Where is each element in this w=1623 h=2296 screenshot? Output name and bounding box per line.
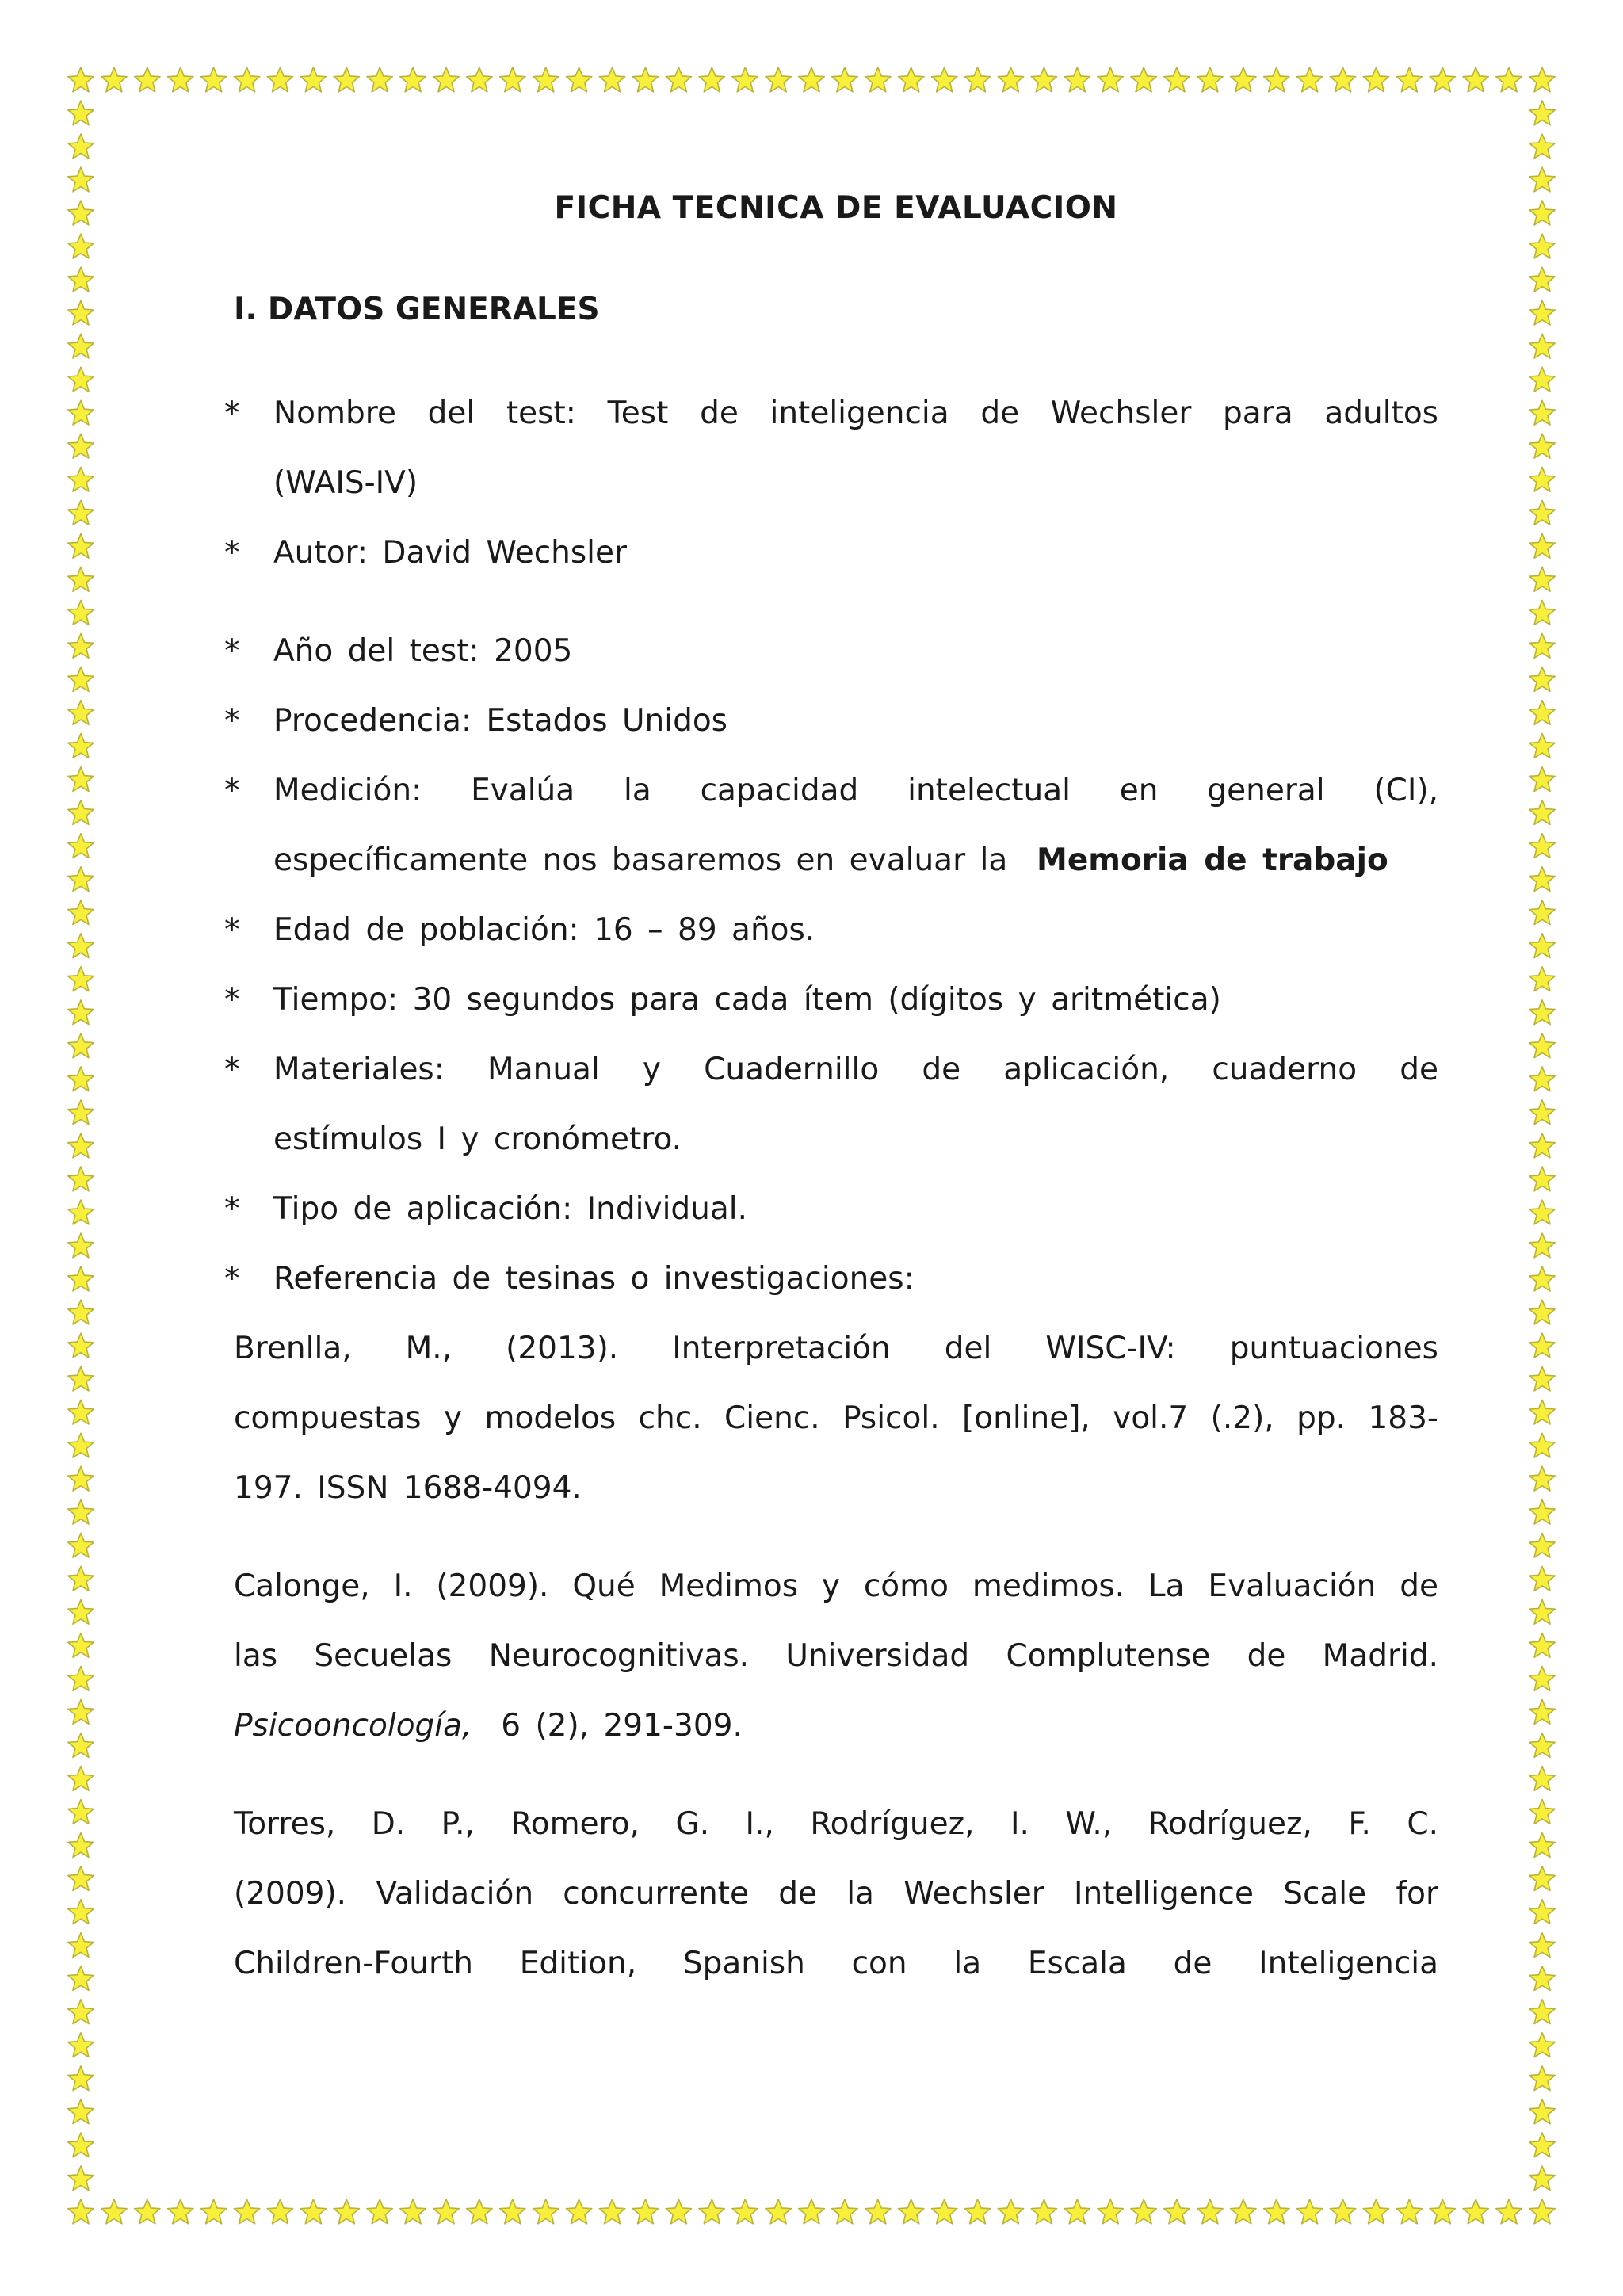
item-line: Referencia de tesinas o investigaciones: bbox=[273, 1261, 915, 1297]
star-icon bbox=[699, 2199, 724, 2224]
star-icon bbox=[1529, 1800, 1555, 1824]
star-icon bbox=[68, 1833, 94, 1858]
list-item-medicion bbox=[224, 756, 1438, 896]
star-icon bbox=[1031, 2199, 1056, 2224]
star-icon bbox=[334, 67, 359, 92]
star-icon bbox=[732, 67, 758, 92]
star-icon bbox=[1496, 2199, 1522, 2224]
star-icon bbox=[433, 2199, 459, 2224]
star-icon bbox=[68, 734, 94, 758]
star-icon bbox=[68, 101, 94, 125]
star-icon bbox=[68, 567, 94, 592]
star-icon bbox=[1529, 500, 1555, 525]
star-icon bbox=[68, 1633, 94, 1658]
star-icon bbox=[68, 2133, 94, 2157]
star-icon bbox=[1529, 67, 1555, 92]
star-icon bbox=[1396, 67, 1422, 92]
star-icon bbox=[1264, 67, 1289, 92]
star-icon bbox=[68, 1366, 94, 1391]
star-icon bbox=[1463, 2199, 1488, 2224]
star-icon bbox=[1231, 67, 1256, 92]
star-icon bbox=[1529, 1566, 1555, 1591]
star-icon bbox=[135, 2199, 160, 2224]
star-icon bbox=[865, 2199, 891, 2224]
reference-line: (2009). Validación concurrente de la Wechsler Intelligence Scale for bbox=[234, 1876, 1438, 1912]
star-icon bbox=[1529, 101, 1555, 125]
star-icon bbox=[1529, 1266, 1555, 1291]
list-item-nombre bbox=[224, 379, 1438, 518]
star-icon bbox=[932, 2199, 957, 2224]
star-icon bbox=[899, 67, 924, 92]
star-icon bbox=[1463, 67, 1488, 92]
bullet: * bbox=[224, 703, 240, 739]
bullet: * bbox=[224, 1191, 240, 1227]
star-icon bbox=[1529, 467, 1555, 491]
star-icon bbox=[68, 67, 94, 92]
star-icon bbox=[68, 1200, 94, 1224]
star-icon bbox=[1529, 2033, 1555, 2057]
star-icon bbox=[68, 934, 94, 958]
reference-line: Calonge, I. (2009). Qué Medimos y cómo medimos. La Evaluación de bbox=[234, 1568, 1438, 1604]
reference-line: 197. ISSN 1688-4094. bbox=[234, 1470, 582, 1506]
star-icon bbox=[68, 2000, 94, 2024]
star-icon bbox=[467, 67, 492, 92]
item-line: Edad de población: 16 – 89 años. bbox=[273, 912, 815, 948]
star-icon bbox=[1529, 1433, 1555, 1457]
star-icon bbox=[234, 2199, 259, 2224]
star-icon bbox=[1529, 300, 1555, 325]
list-item-autor bbox=[224, 518, 1438, 588]
star-icon bbox=[68, 167, 94, 192]
star-icon bbox=[135, 67, 160, 92]
item-line: Año del test: 2005 bbox=[273, 633, 573, 669]
bullet: * bbox=[224, 633, 240, 669]
star-icon bbox=[68, 1866, 94, 1891]
reference-line: Brenlla, M., (2013). Interpretación del WISC-IV: puntuaciones bbox=[234, 1331, 1438, 1366]
star-icon bbox=[1064, 2199, 1090, 2224]
star-icon bbox=[964, 67, 990, 92]
star-icon bbox=[1529, 533, 1555, 558]
item-line: Materiales: Manual y Cuadernillo de aplicación, cuaderno de bbox=[273, 1052, 1438, 1087]
star-icon bbox=[1529, 400, 1555, 425]
star-icon bbox=[68, 667, 94, 692]
star-icon bbox=[666, 67, 691, 92]
star-icon bbox=[1529, 2000, 1555, 2024]
star-icon bbox=[1529, 434, 1555, 458]
star-icon bbox=[1529, 1667, 1555, 1691]
star-icon bbox=[68, 767, 94, 792]
star-icon bbox=[799, 2199, 824, 2224]
star-icon bbox=[799, 67, 824, 92]
star-icon bbox=[1363, 67, 1388, 92]
star-icon bbox=[533, 2199, 559, 2224]
star-icon bbox=[1529, 1067, 1555, 1091]
star-icon bbox=[68, 2099, 94, 2124]
star-icon bbox=[68, 533, 94, 558]
item-line: (WAIS-IV) bbox=[273, 465, 418, 501]
section-heading: I. DATOS GENERALES bbox=[234, 292, 600, 327]
star-icon bbox=[1529, 1633, 1555, 1658]
star-icon bbox=[1529, 1499, 1555, 1524]
star-icon bbox=[68, 1133, 94, 1158]
star-icon bbox=[500, 67, 525, 92]
star-icon bbox=[1529, 2099, 1555, 2124]
list-item-referencia bbox=[224, 1244, 1438, 1314]
star-icon bbox=[1529, 1300, 1555, 1324]
star-icon bbox=[68, 1499, 94, 1524]
star-icon bbox=[1529, 667, 1555, 692]
star-icon bbox=[1529, 967, 1555, 991]
list-item-ano bbox=[224, 617, 1438, 686]
star-icon bbox=[68, 1700, 94, 1725]
star-icon bbox=[68, 434, 94, 458]
star-icon bbox=[300, 2199, 326, 2224]
item-line: Autor: David Wechsler bbox=[273, 535, 628, 571]
star-icon bbox=[1529, 267, 1555, 292]
star-icon bbox=[1164, 2199, 1190, 2224]
item-line: Nombre del test: Test de inteligencia de Wechsler para adultos bbox=[273, 395, 1438, 431]
star-icon bbox=[68, 201, 94, 225]
star-icon bbox=[68, 1466, 94, 1491]
star-icon bbox=[1297, 67, 1323, 92]
star-icon bbox=[1529, 1900, 1555, 1924]
star-icon bbox=[1529, 701, 1555, 725]
reference-line: las Secuelas Neurocognitivas. Universidad Complutense de Madrid. bbox=[234, 1638, 1438, 1674]
star-icon bbox=[101, 67, 127, 92]
star-icon bbox=[334, 2199, 359, 2224]
star-icon bbox=[1529, 1966, 1555, 1991]
star-icon bbox=[68, 967, 94, 991]
star-icon bbox=[68, 1767, 94, 1791]
star-icon bbox=[666, 2199, 691, 2224]
star-icon bbox=[68, 1033, 94, 1058]
star-icon bbox=[1197, 2199, 1223, 2224]
page-title: FICHA TECNICA DE EVALUACION bbox=[554, 190, 1118, 226]
star-icon bbox=[68, 1266, 94, 1291]
star-icon bbox=[68, 1667, 94, 1691]
star-icon bbox=[1098, 67, 1123, 92]
list-item-tipo bbox=[224, 1175, 1438, 1244]
star-icon bbox=[68, 1433, 94, 1457]
star-icon bbox=[998, 67, 1023, 92]
star-icon bbox=[1529, 767, 1555, 792]
star-icon bbox=[68, 500, 94, 525]
star-icon bbox=[766, 67, 791, 92]
star-icon bbox=[68, 2199, 94, 2224]
star-icon bbox=[1529, 134, 1555, 159]
star-icon bbox=[1529, 1133, 1555, 1158]
reference-torres bbox=[234, 1790, 1438, 1999]
star-icon bbox=[1197, 67, 1223, 92]
list-item-tiempo bbox=[224, 965, 1438, 1035]
star-icon bbox=[599, 2199, 624, 2224]
star-icon bbox=[68, 800, 94, 825]
star-icon bbox=[1363, 2199, 1388, 2224]
star-icon bbox=[68, 867, 94, 892]
star-icon bbox=[1529, 1333, 1555, 1358]
star-icon bbox=[68, 1400, 94, 1424]
star-icon bbox=[68, 1333, 94, 1358]
star-icon bbox=[1529, 2133, 1555, 2157]
star-icon bbox=[567, 2199, 592, 2224]
star-icon bbox=[68, 1800, 94, 1824]
star-icon bbox=[1529, 1200, 1555, 1224]
bullet: * bbox=[224, 535, 240, 571]
star-icon bbox=[1529, 1533, 1555, 1557]
star-icon bbox=[68, 300, 94, 325]
star-icon bbox=[1529, 1733, 1555, 1758]
star-icon bbox=[267, 2199, 292, 2224]
star-icon bbox=[1529, 1400, 1555, 1424]
item-line: Medición: Evalúa la capacidad intelectual en general (CI), bbox=[273, 773, 1438, 808]
star-icon bbox=[899, 2199, 924, 2224]
item-emphasis: Memoria de trabajo bbox=[1037, 842, 1388, 878]
star-icon bbox=[1529, 2066, 1555, 2091]
star-icon bbox=[1529, 201, 1555, 225]
star-icon bbox=[68, 1933, 94, 1958]
item-line: Tiempo: 30 segundos para cada ítem (dígitos y aritmética) bbox=[273, 982, 1221, 1018]
star-icon bbox=[1430, 2199, 1455, 2224]
star-icon bbox=[964, 2199, 990, 2224]
star-icon bbox=[1529, 1933, 1555, 1958]
star-icon bbox=[467, 2199, 492, 2224]
star-icon bbox=[68, 1533, 94, 1557]
list-item-materiales bbox=[224, 1035, 1438, 1175]
journal-name: Psicooncología, bbox=[234, 1708, 472, 1744]
star-icon bbox=[68, 1100, 94, 1125]
star-icon bbox=[1297, 2199, 1323, 2224]
reference-brenlla bbox=[234, 1314, 1438, 1523]
star-icon bbox=[1264, 2199, 1289, 2224]
reference-line: Children-Fourth Edition, Spanish con la Escala de Inteligencia bbox=[234, 1946, 1438, 1981]
star-icon bbox=[101, 2199, 127, 2224]
star-icon bbox=[1529, 1833, 1555, 1858]
star-icon bbox=[68, 1900, 94, 1924]
star-icon bbox=[400, 67, 426, 92]
star-icon bbox=[766, 2199, 791, 2224]
star-icon bbox=[68, 1167, 94, 1191]
star-icon bbox=[1529, 1000, 1555, 1025]
star-icon bbox=[68, 701, 94, 725]
star-icon bbox=[1529, 867, 1555, 892]
star-icon bbox=[1131, 67, 1156, 92]
star-icon bbox=[68, 2033, 94, 2057]
bullet: * bbox=[224, 1052, 240, 1087]
star-icon bbox=[1529, 1366, 1555, 1391]
star-icon bbox=[632, 67, 658, 92]
star-icon bbox=[68, 1566, 94, 1591]
star-icon bbox=[998, 2199, 1023, 2224]
star-icon bbox=[1529, 1167, 1555, 1191]
star-icon bbox=[1529, 567, 1555, 592]
star-icon bbox=[234, 67, 259, 92]
bullet: * bbox=[224, 912, 240, 948]
star-icon bbox=[1031, 67, 1056, 92]
bullet: * bbox=[224, 773, 240, 808]
star-icon bbox=[1529, 634, 1555, 659]
star-icon bbox=[68, 1599, 94, 1624]
item-line: estímulos I y cronómetro. bbox=[273, 1121, 682, 1157]
star-icon bbox=[367, 2199, 392, 2224]
star-icon bbox=[68, 367, 94, 392]
list-item-edad bbox=[224, 896, 1438, 965]
star-icon bbox=[1131, 2199, 1156, 2224]
star-icon bbox=[1529, 1599, 1555, 1624]
star-icon bbox=[68, 134, 94, 159]
star-icon bbox=[1529, 1233, 1555, 1258]
star-icon bbox=[168, 67, 193, 92]
star-icon bbox=[1529, 1700, 1555, 1725]
star-icon bbox=[1529, 900, 1555, 925]
star-icon bbox=[367, 67, 392, 92]
star-icon bbox=[1529, 234, 1555, 258]
item-line: Tipo de aplicación: Individual. bbox=[273, 1191, 748, 1227]
star-icon bbox=[500, 2199, 525, 2224]
item-text: específicamente nos basaremos en evaluar la bbox=[273, 842, 1008, 878]
star-icon bbox=[1430, 67, 1455, 92]
reference-calonge bbox=[234, 1552, 1438, 1761]
star-icon bbox=[1529, 1100, 1555, 1125]
star-icon bbox=[68, 467, 94, 491]
star-icon bbox=[1529, 734, 1555, 758]
reference-text: 6 (2), 291-309. bbox=[501, 1708, 743, 1744]
star-icon bbox=[1396, 2199, 1422, 2224]
star-icon bbox=[533, 67, 559, 92]
star-icon bbox=[1529, 934, 1555, 958]
star-icon bbox=[1529, 1767, 1555, 1791]
star-icon bbox=[1330, 67, 1355, 92]
star-icon bbox=[68, 834, 94, 858]
star-icon bbox=[68, 334, 94, 358]
star-icon bbox=[1231, 2199, 1256, 2224]
star-icon bbox=[68, 1000, 94, 1025]
star-icon bbox=[1164, 67, 1190, 92]
star-icon bbox=[400, 2199, 426, 2224]
star-icon bbox=[68, 2066, 94, 2091]
star-icon bbox=[865, 67, 891, 92]
star-icon bbox=[699, 67, 724, 92]
star-icon bbox=[68, 1233, 94, 1258]
star-icon bbox=[201, 67, 227, 92]
star-icon bbox=[168, 2199, 193, 2224]
item-line: Procedencia: Estados Unidos bbox=[273, 703, 728, 739]
star-icon bbox=[1529, 167, 1555, 192]
star-icon bbox=[567, 67, 592, 92]
star-icon bbox=[1529, 2166, 1555, 2191]
star-icon bbox=[68, 400, 94, 425]
star-icon bbox=[68, 601, 94, 625]
star-icon bbox=[1529, 834, 1555, 858]
star-icon bbox=[1529, 1033, 1555, 1058]
reference-line bbox=[234, 1691, 1438, 1761]
star-icon bbox=[267, 67, 292, 92]
bullet: * bbox=[224, 1261, 240, 1297]
star-icon bbox=[68, 234, 94, 258]
star-icon bbox=[732, 2199, 758, 2224]
star-icon bbox=[1330, 2199, 1355, 2224]
star-icon bbox=[68, 1300, 94, 1324]
star-icon bbox=[1529, 800, 1555, 825]
bullet: * bbox=[224, 982, 240, 1018]
star-icon bbox=[300, 67, 326, 92]
bullet: * bbox=[224, 395, 240, 431]
star-icon bbox=[1529, 334, 1555, 358]
star-icon bbox=[68, 634, 94, 659]
star-icon bbox=[832, 2199, 857, 2224]
star-icon bbox=[832, 67, 857, 92]
star-icon bbox=[68, 2166, 94, 2191]
star-icon bbox=[1529, 1466, 1555, 1491]
star-icon bbox=[68, 1067, 94, 1091]
star-icon bbox=[201, 2199, 227, 2224]
star-icon bbox=[1529, 1866, 1555, 1891]
list-item-procedencia bbox=[224, 686, 1438, 756]
star-icon bbox=[68, 1733, 94, 1758]
star-icon bbox=[68, 267, 94, 292]
star-icon bbox=[68, 900, 94, 925]
reference-line: compuestas y modelos chc. Cienc. Psicol. [online], vol.7 (.2), pp. 183- bbox=[234, 1400, 1438, 1436]
star-icon bbox=[1529, 601, 1555, 625]
star-icon bbox=[599, 67, 624, 92]
star-icon bbox=[1098, 2199, 1123, 2224]
item-line bbox=[273, 826, 1438, 896]
star-icon bbox=[1529, 367, 1555, 392]
star-icon bbox=[1496, 67, 1522, 92]
star-icon bbox=[433, 67, 459, 92]
star-icon bbox=[932, 67, 957, 92]
star-icon bbox=[1064, 67, 1090, 92]
star-icon bbox=[68, 1966, 94, 1991]
reference-line: Torres, D. P., Romero, G. I., Rodríguez, I. W., Rodríguez, F. C. bbox=[234, 1806, 1438, 1842]
star-icon bbox=[1529, 2199, 1555, 2224]
star-icon bbox=[632, 2199, 658, 2224]
